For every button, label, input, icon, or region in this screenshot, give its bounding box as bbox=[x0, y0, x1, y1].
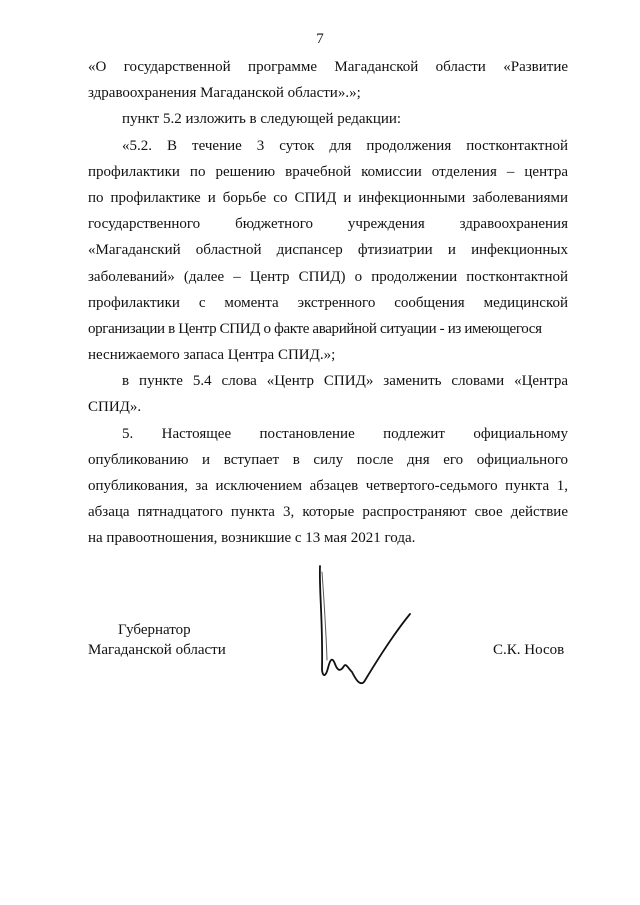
text-line: неснижаемого запаса Центра СПИД.»; bbox=[88, 347, 336, 364]
signatory-name: С.К. Носов bbox=[493, 642, 565, 658]
text-line: профилактики с момента экстренного сообщения медицинской bbox=[88, 294, 568, 311]
handwritten-signature bbox=[300, 560, 420, 695]
text-line: организации в Центр СПИД о факте аварийной ситуации - из имеющегося bbox=[88, 320, 542, 337]
text-line: по профилактике и борьбе со СПИД и инфекционными заболеваниями bbox=[88, 189, 568, 206]
signatory-title-line1: Губернатор bbox=[118, 622, 191, 638]
document-body bbox=[88, 54, 568, 552]
text-line: опубликования, за исключением абзацев четвертого-седьмого пункта 1, bbox=[88, 478, 568, 494]
text-line: на правоотношения, возникшие с 13 мая 2021 года. bbox=[88, 530, 416, 547]
text-line: пункт 5.2 изложить в следующей редакции: bbox=[122, 111, 402, 128]
text-line: 5. Настоящее постановление подлежит официальному bbox=[122, 425, 568, 442]
text-line: «5.2. В течение 3 суток для продолжения постконтактной bbox=[122, 137, 568, 154]
page-number: 7 bbox=[316, 31, 324, 47]
text-line: заболеваний» (далее – Центр СПИД) о продолжении постконтактной bbox=[88, 268, 568, 285]
text-line: в пункте 5.4 слова «Центр СПИД» заменить словами «Центра bbox=[122, 373, 568, 390]
text-line: государственного бюджетного учреждения здравоохранения bbox=[88, 216, 568, 233]
text-line: «Магаданский областной диспансер фтизиатрии и инфекционных bbox=[88, 242, 568, 259]
text-line: здравоохранения Магаданской области».»; bbox=[88, 85, 361, 102]
text-line: абзаца пятнадцатого пункта 3, которые распространяют свое действие bbox=[88, 504, 568, 521]
text-line: профилактики по решению врачебной комиссии отделения – центра bbox=[88, 163, 568, 180]
text-line: опубликованию и вступает в силу после дня его официального bbox=[88, 451, 568, 468]
text-line: СПИД». bbox=[88, 399, 142, 416]
text-line: «О государственной программе Магаданской области «Развитие bbox=[88, 59, 568, 75]
signatory-title bbox=[88, 620, 226, 660]
signatory-title-line2: Магаданской области bbox=[88, 642, 226, 658]
